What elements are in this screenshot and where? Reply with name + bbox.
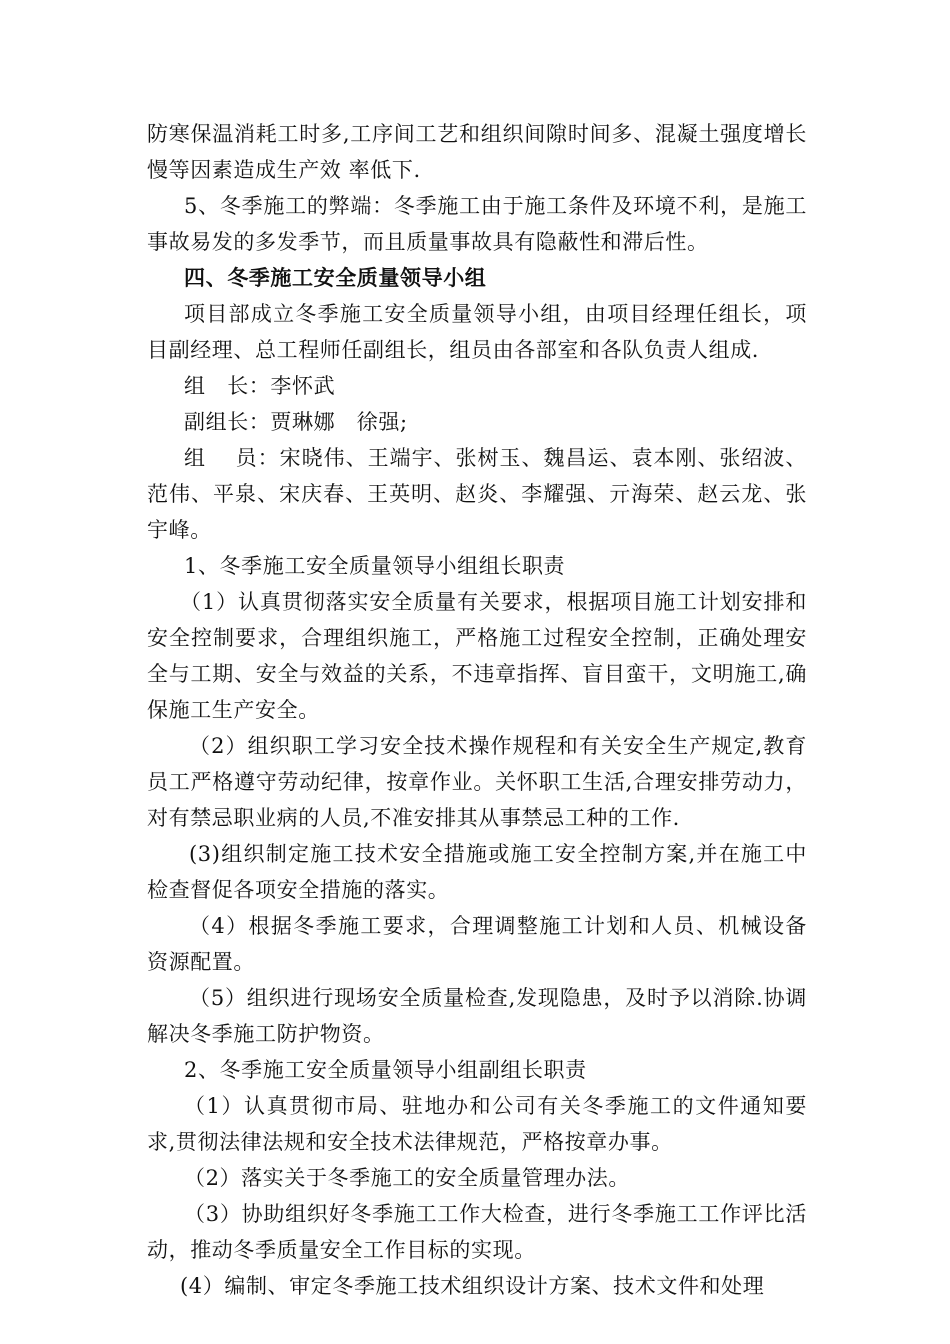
group-members-line: 组 员：宋晓伟、王端宇、张树玉、魏昌运、袁本刚、张绍波、范伟、平泉、宋庆春、王英明、赵炎、李耀强、亓海荣、赵云龙、张宇峰。: [147, 446, 807, 542]
leader-duty-1: （1）认真贯彻落实安全质量有关要求，根据项目施工计划安排和安全控制要求，合理组织施工，严格施工过程安全控制，正确处理安全与工期、安全与效益的关系，不违章指挥、盲目蛮干，文明施工,确保施工生产安全。: [147, 590, 807, 722]
section-heading-leadership-group: 四、冬季施工安全质量领导小组: [184, 266, 487, 290]
leader-duty-4: （4）根据冬季施工要求，合理调整施工计划和人员、机械设备资源配置。: [147, 914, 807, 974]
subheading-leader-duties: 1、冬季施工安全质量领导小组组长职责: [184, 554, 566, 578]
paragraph-winter-drawbacks: 5、冬季施工的弊端：冬季施工由于施工条件及环境不利，是施工事故易发的多发季节，而且质量事故具有隐蔽性和滞后性。: [147, 194, 807, 254]
paragraph-group-established: 项目部成立冬季施工安全质量领导小组，由项目经理任组长，项目副经理、总工程师任副组长，组员由各部室和各队负责人组成.: [147, 302, 807, 362]
deputy-duty-2: （2）落实关于冬季施工的安全质量管理办法。: [184, 1166, 630, 1190]
subheading-deputy-duties: 2、冬季施工安全质量领导小组副组长职责: [184, 1058, 587, 1082]
leader-duty-5: （5）组织进行现场安全质量检查,发现隐患，及时予以消除.协调解决冬季施工防护物资。: [147, 986, 807, 1046]
leader-duty-3: (3)组织制定施工技术安全措施或施工安全控制方案,并在施工中检查督促各项安全措施的落实。: [147, 842, 807, 902]
group-leader-line: 组 长：李怀武: [184, 374, 336, 398]
deputy-duty-4: (4）编制、审定冬季施工技术组织设计方案、技术文件和处理: [180, 1274, 765, 1298]
leader-duty-2: （2）组织职工学习安全技术操作规程和有关安全生产规定,教育员工严格遵守劳动纪律，按章作业。关怀职工生活,合理安排劳动力，对有禁忌职业病的人员,不准安排其从事禁忌工种的工作.: [147, 734, 807, 830]
deputy-duty-1: （1）认真贯彻市局、驻地办和公司有关冬季施工的文件通知要求,贯彻法律法规和安全技术法律规范，严格按章办事。: [147, 1094, 807, 1154]
deputy-duty-3: （3）协助组织好冬季施工工作大检查，进行冬季施工工作评比活动，推动冬季质量安全工作目标的实现。: [147, 1202, 807, 1262]
paragraph-continuation: 防寒保温消耗工时多,工序间工艺和组织间隙时间多、混凝土强度增长慢等因素造成生产效 率低下.: [147, 122, 807, 182]
document-body: [147, 116, 807, 1304]
deputy-leader-line: 副组长：贾琳娜 徐强;: [184, 410, 408, 434]
